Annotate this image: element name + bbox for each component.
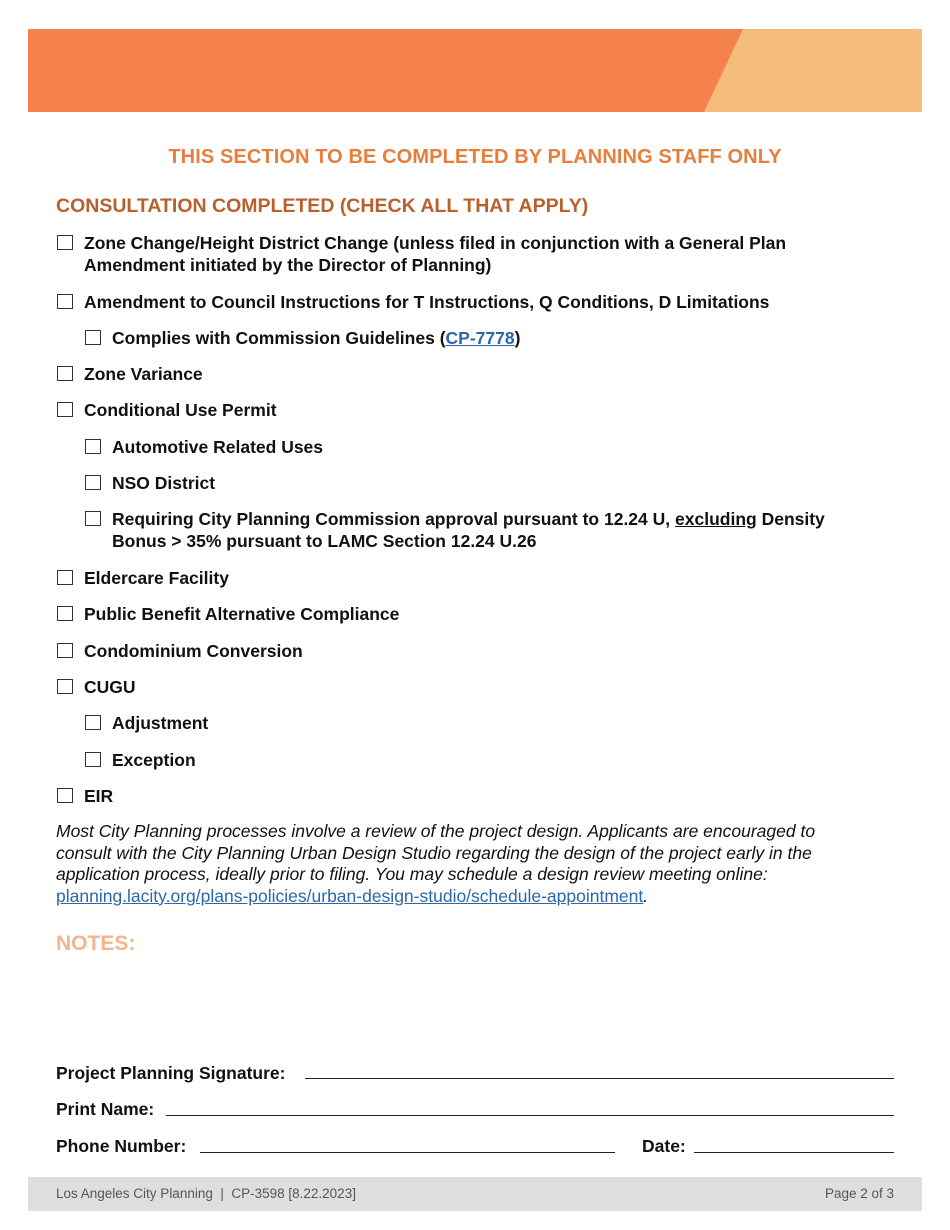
print-name-label: Print Name: xyxy=(56,1099,155,1119)
date-line[interactable] xyxy=(694,1152,894,1153)
phone-number-line[interactable] xyxy=(200,1152,615,1153)
condominium-conversion-label: Condominium Conversion xyxy=(84,641,303,661)
cpc-approval-line1-pre: Requiring City Planning Commission approval pursuant to 12.24 U, xyxy=(112,509,671,529)
checkbox-complies-guidelines[interactable] xyxy=(85,330,101,345)
project-planning-signature-label: Project Planning Signature: xyxy=(56,1063,286,1083)
print-name-line[interactable] xyxy=(166,1115,894,1116)
checkbox-adjustment[interactable] xyxy=(85,715,101,730)
cpc-approval-line1-post: Density xyxy=(761,509,825,529)
nso-district-label: NSO District xyxy=(112,473,216,493)
checkbox-eir[interactable] xyxy=(57,788,73,803)
eldercare-label: Eldercare Facility xyxy=(84,568,229,588)
cugu-label: CUGU xyxy=(84,677,136,697)
date-label: Date: xyxy=(642,1136,686,1156)
item-cugu xyxy=(84,676,136,698)
cp-7778-link[interactable]: CP-7778 xyxy=(445,328,515,348)
footer-form-id: Los Angeles City Planning | CP-3598 [8.22.2023] xyxy=(56,1186,356,1201)
checkbox-nso-district[interactable] xyxy=(85,475,101,490)
eir-label: EIR xyxy=(84,786,114,806)
banner-accent-shape xyxy=(28,29,922,112)
design-review-note xyxy=(56,821,896,907)
item-conditional-use-permit xyxy=(84,399,277,421)
cpc-approval-line1 xyxy=(112,508,825,530)
item-exception xyxy=(112,749,196,771)
item-automotive-uses xyxy=(112,436,323,458)
amendment-label: Amendment to Council Instructions for T Instructions, Q Conditions, D Limitations xyxy=(84,292,770,312)
item-nso-district xyxy=(112,472,215,494)
schedule-appointment-link[interactable]: planning.lacity.org/plans-policies/urban-design-studio/schedule-appointment xyxy=(56,885,644,906)
checkbox-amendment[interactable] xyxy=(57,294,73,309)
zone-variance-label: Zone Variance xyxy=(84,364,203,384)
complies-label-suffix: ) xyxy=(514,328,521,348)
conditional-use-permit-label: Conditional Use Permit xyxy=(84,400,277,420)
item-cpc-approval xyxy=(112,508,825,552)
design-note-line1: Most City Planning processes involve a review of the project design. Applicants are encouraged to xyxy=(56,821,816,841)
checkbox-public-benefit[interactable] xyxy=(57,606,73,621)
adjustment-label: Adjustment xyxy=(112,713,209,733)
item-public-benefit xyxy=(84,603,399,625)
checkbox-conditional-use-permit[interactable] xyxy=(57,402,73,417)
item-adjustment xyxy=(112,712,208,734)
exception-label: Exception xyxy=(112,750,196,770)
checkbox-zone-variance[interactable] xyxy=(57,366,73,381)
cpc-approval-line2: Bonus > 35% pursuant to LAMC Section 12.24 U.26 xyxy=(112,531,537,551)
project-planning-signature-line[interactable] xyxy=(305,1078,894,1079)
item-eir xyxy=(84,785,113,807)
zone-change-label-line1: Zone Change/Height District Change (unless filed in conjunction with a General Plan xyxy=(84,233,787,253)
zone-change-label-line2: Amendment initiated by the Director of Planning) xyxy=(84,255,492,275)
automotive-uses-label: Automotive Related Uses xyxy=(112,437,324,457)
checkbox-eldercare[interactable] xyxy=(57,570,73,585)
staff-only-heading: THIS SECTION TO BE COMPLETED BY PLANNING STAFF ONLY xyxy=(168,146,782,168)
footer-page-number: Page 2 of 3 xyxy=(824,1186,894,1201)
complies-label-prefix: Complies with Commission Guidelines ( xyxy=(112,328,446,348)
checkbox-cugu[interactable] xyxy=(57,679,73,694)
consultation-heading: CONSULTATION COMPLETED (CHECK ALL THAT APPLY) xyxy=(56,195,589,217)
page-footer xyxy=(28,1177,922,1211)
design-note-period: . xyxy=(643,885,649,906)
checkbox-condominium-conversion[interactable] xyxy=(57,643,73,658)
header-banner xyxy=(28,29,922,112)
item-zone-variance xyxy=(84,363,203,385)
phone-number-label: Phone Number: xyxy=(56,1136,187,1156)
item-condominium-conversion xyxy=(84,640,303,662)
notes-heading: NOTES: xyxy=(56,932,136,955)
checkbox-cpc-approval[interactable] xyxy=(85,511,101,526)
item-eldercare xyxy=(84,567,229,589)
checkbox-automotive-uses[interactable] xyxy=(85,439,101,454)
design-note-line2: consult with the City Planning Urban Design Studio regarding the design of the project early in the xyxy=(56,842,812,863)
item-amendment xyxy=(84,291,769,313)
public-benefit-label: Public Benefit Alternative Compliance xyxy=(84,604,400,624)
item-zone-change xyxy=(84,232,786,276)
design-note-line3: application process, ideally prior to filing. You may schedule a design review meeting online: xyxy=(56,864,768,884)
checkbox-zone-change[interactable] xyxy=(57,235,73,250)
cpc-approval-excluding: excluding xyxy=(675,509,757,529)
item-complies-guidelines xyxy=(112,327,520,349)
checkbox-exception[interactable] xyxy=(85,752,101,767)
